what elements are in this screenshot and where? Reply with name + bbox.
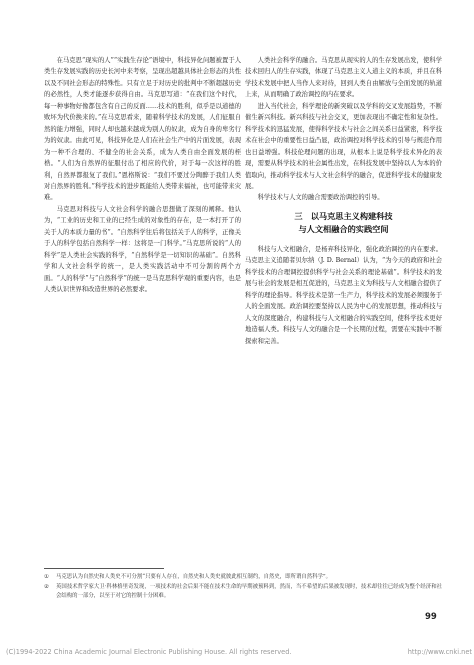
copyright-link[interactable]: http://www.cnki.net <box>407 648 472 656</box>
section-heading <box>245 210 442 236</box>
body-paragraph: 科学技术与人文的融合需要政治调控的引导。 <box>257 194 384 202</box>
body-paragraph: 在马克思“现实的人”“实践生存论”语境中，科技异化问题被置于人类生存发展实践的历史长河中来考察，呈现出超越具体社会形态的共性以及不同社会形态的特殊性。只有立足于对历史的批判中不断超越历史的必然性，人类才能逐步获得自由。马克思写道：“在我们这个时代，每一种事物好像都包含有自己的反面……技术的胜利，似乎是以道德的败坏为代价换来的。”在马克思看来，随着科学技术的发展，人们征服自然的能力增强，同时人却也越来越成为别人的奴隶，成为自身的卑劣行为的奴隶。由此可见，科技异化是人们在社会生产中的片面发展，表现为一种不合理的、不健全的社会关系，成为人类自由全面发展的桎梏。“人们为自然界的征服付出了相应的代价，对于每一次这样的胜利，自然界都报复了我们。”恩格斯说：“我们不要过分陶醉于我们人类对自然界的胜利。”科学技术的进步既能给人类带来福祉，也可能带来灾难。 <box>44 57 241 202</box>
right-column <box>245 55 442 347</box>
body-paragraph: 马克思对科技与人文社会科学的融合思想做了深刻的阐释。他认为，“工业的历史和工业的已经生成的对象性的存在，是一本打开了的关于人的本质力量的书”。“自然科学往后将包括关于人的科学，正像关于人的科学包括自然科学一样：这将是一门科学。”马克思所说的“人的科学”是人类社会实践的科学，“自然科学是一切知识的基础”。自然科学和人文社会科学的统一，是人类实践活动中不可分割的两个方面。“人的科学”与“自然科学”的统一是马克思科学观的重要内容，也是人类认识世界和改造世界的必然要求。 <box>44 205 241 294</box>
footnote-mark: ② <box>44 583 49 590</box>
left-column <box>44 55 241 296</box>
footnote <box>44 573 442 583</box>
footnote <box>44 583 442 602</box>
body-paragraph: 进入当代社会，科学理论的新突破以及学科的交叉发展趋势，不断催生新兴科技。新兴科技与社会交叉，更加表现出不确定性和复杂性。科学技术的迅猛发展，使得科学技术与社会之间关系日益紧密，科学技术在社会中的重要性日益凸显，政治调控对科学技术的引导与规范作用也日益增强。科技伦理问题的出现，从根本上说是科学技术异化的表现，需要从科学技术的社会属性出发，在科技发展中坚持以人为本的价值取向，推动科学技术与人文社会科学的融合，促进科学技术的健康发展。 <box>245 102 442 190</box>
section-heading-line: 与人文相融合的实践空间 <box>298 223 389 234</box>
footnote-text: 马克思认为自然史和人类史不可分割“只要有人存在，自然史和人类史就彼此相互制约，自然史，即所谓自然科学”。 <box>56 574 332 580</box>
page-number: 99 <box>425 612 437 622</box>
footnote-divider <box>44 568 164 569</box>
body-paragraph: 科技与人文相融合，是杨弃科技异化，强化政治调控的内在要求。马克思主义追随者贝尔纳（J. D. Bernal）认为，“为今天的政府和社会科学技术的合理调控提供科学与社会关系的理论基础”。科学技术的发展与社会的发展是相互促进的，马克思主义为科技与人文相融合提供了科学的理论指导。科学技术是第一生产力，科学技术的发展必须服务于人的全面发展。政治调控要坚持以人民为中心的发展思想，推动科技与人文的深度融合，构建科技与人文相融合的实践空间，使科学技术更好地造福人类。科技与人文的融合是一个长期的过程，需要在实践中不断探索和完善。 <box>245 245 442 345</box>
section-heading-line: 三 以马克思主义构建科技 <box>294 210 393 221</box>
copyright-notice: (C)1994-2022 China Academic Journal Electronic Publishing House. All rights reserved. <box>6 648 292 656</box>
footnotes <box>44 573 442 602</box>
footnote-text: 英国技术哲学家大卫·科林格里奇发现，一项技术的社会后果不能在技术生命的早期被预料到，然而，当不希望的后果被发现时，技术却往往已经成为整个经济和社会结构的一部分，以至于对它的控制十分困难。 <box>56 583 442 600</box>
body-paragraph: 人类社会科学的融合。马克思从现实的人的生存发展出发，使科学技术回归人的生存实践，体现了马克思主义人道主义的本质，并且在科学技术发展中把人当作人来对待，回到人类自由解放与全面发展的轨道上来，从而明确了政治调控的内在要求。 <box>245 57 442 99</box>
copyright-footer <box>6 648 472 656</box>
footnote-mark: ① <box>44 574 49 580</box>
